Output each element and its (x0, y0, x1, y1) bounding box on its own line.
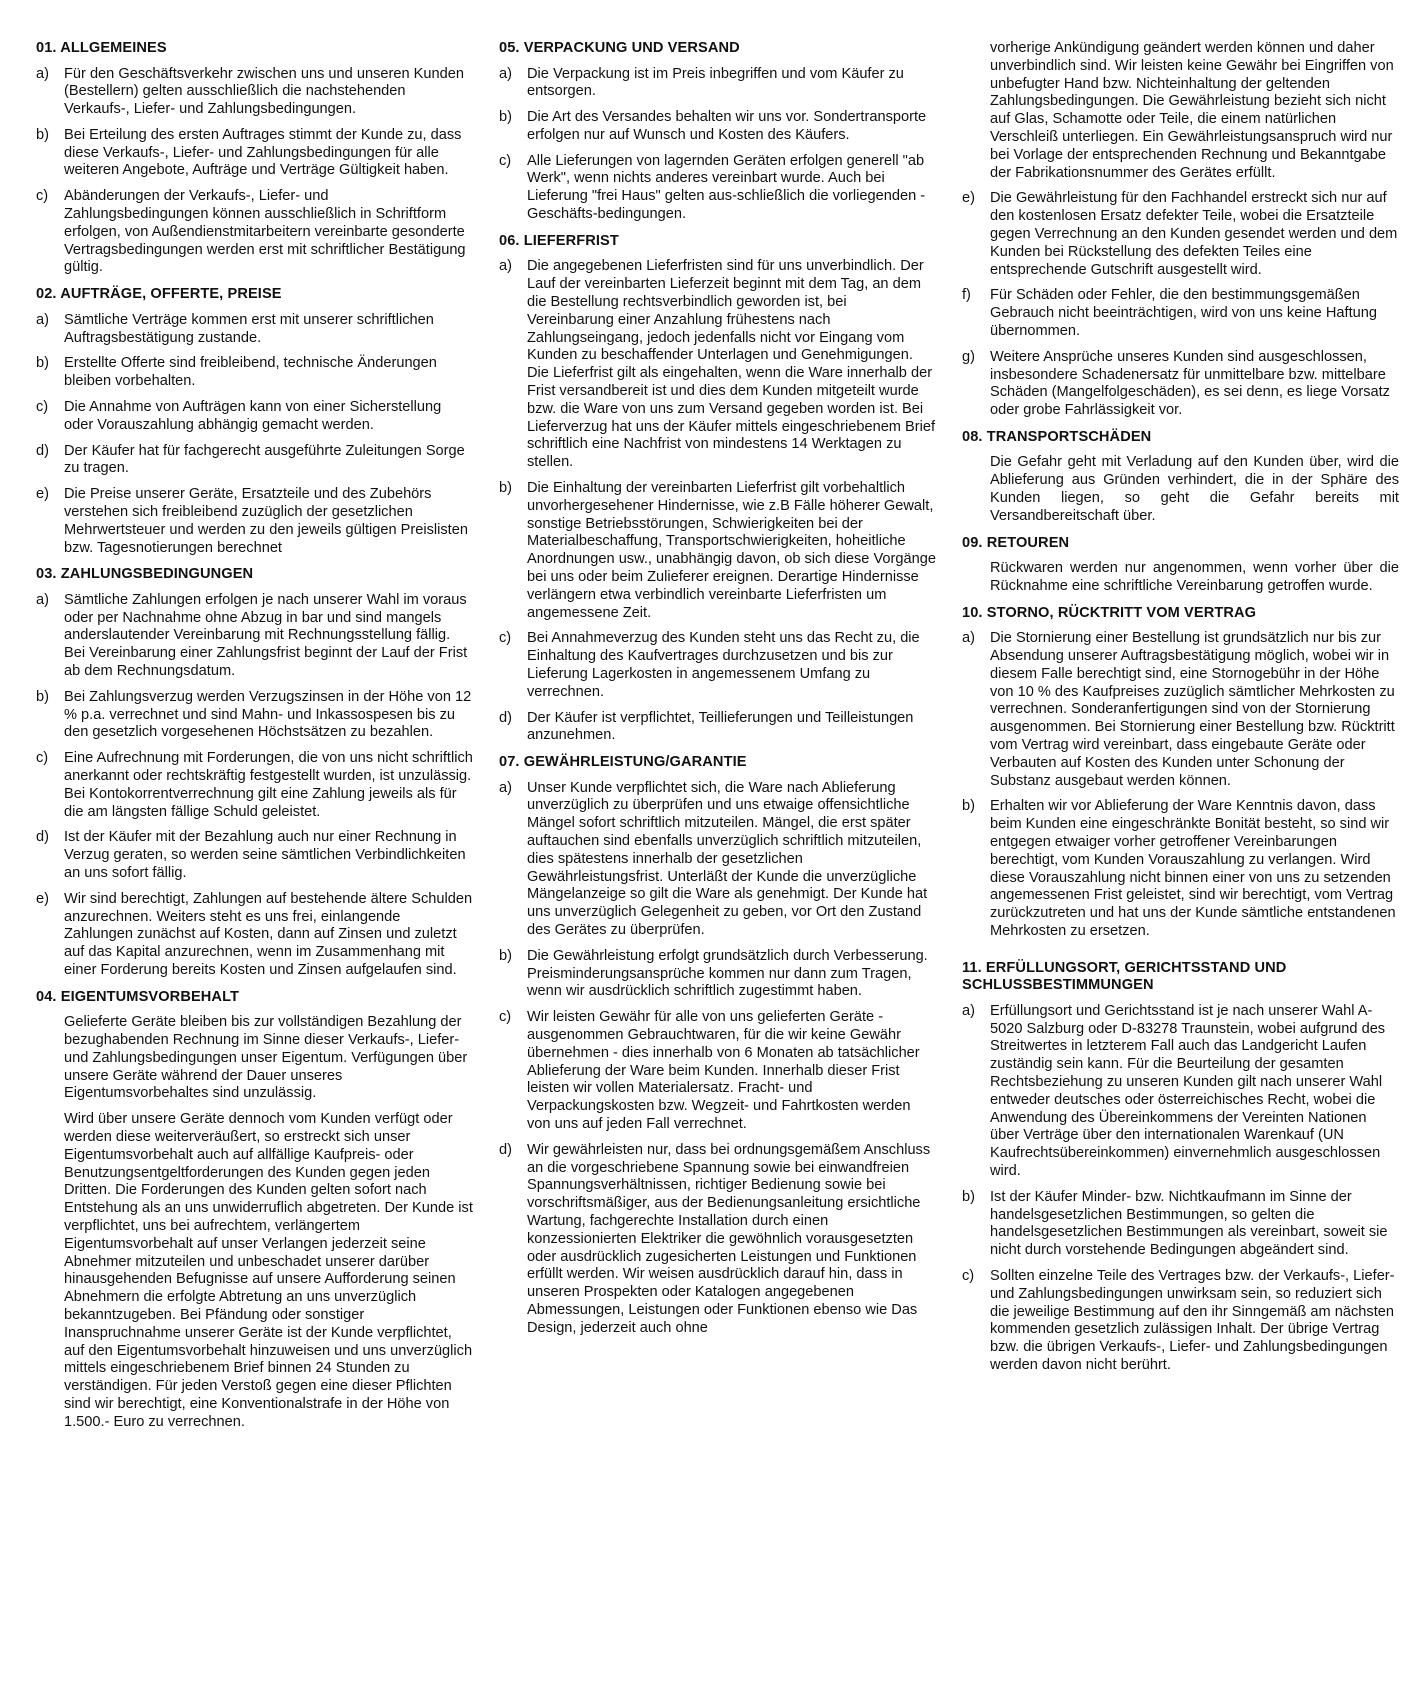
clause-text: Sollten einzelne Teile des Vertrages bzw. der Verkaufs-, Liefer- und Zahlungsbedingungen unwirksam sein, so reduziert sich die jeweilige Bestimmung auf den ihr Sinngemäß am nächsten kommenden gesetzlich zulässigen Inhalt. Der übrige Vertrag bzw. die übrigen Verkaufs-, Liefer- und Zahlungsbedingungen werden davon nicht berührt. (990, 1267, 1395, 1373)
clause-label: b) (499, 109, 512, 126)
clause-text: Die Gewährleistung erfolgt grundsätzlich durch Verbesserung. Preisminderungsansprüche kommen nur dann zum Tragen, wenn wir ausdrücklich schriftlich zugestimmt haben. (527, 947, 928, 1000)
clause-c (36, 188, 473, 277)
clause-b (499, 480, 936, 622)
clause-label: g) (962, 348, 975, 365)
clause-g (962, 349, 1399, 420)
clause-label: c) (36, 398, 49, 415)
clause-text: Für Schäden oder Fehler, die den bestimmungsgemäßen Gebrauch nicht beeinträchtigen, wird von uns keine Haftung übernommen. (990, 287, 1377, 339)
section-07-gewaehrleistung (499, 754, 936, 1337)
clause-text: Der Käufer ist verpflichtet, Teillieferungen und Teilleistungen anzunehmen. (527, 709, 914, 744)
clause-e (36, 891, 473, 980)
clause-text: Bei Erteilung des ersten Auftrages stimmt der Kunde zu, dass diese Verkaufs-, Liefer- und Zahlungsbedingungen für alle weiteren Angebote, Aufträge und Verträge Gültigkeit haben. (64, 126, 462, 179)
section-02-auftraege (36, 286, 473, 557)
clause-label: e) (36, 890, 49, 907)
clause-c (36, 399, 473, 435)
section-heading: 06. LIEFERFRIST (499, 232, 619, 249)
clause-text: Sämtliche Verträge kommen erst mit unserer schriftlichen Auftragsbestätigung zustande. (64, 311, 434, 346)
clause-label: b) (36, 355, 49, 372)
section-heading: 03. ZAHLUNGSBEDINGUNGEN (36, 566, 254, 583)
clause-text: Erstellte Offerte sind freibleibend, technische Änderungen bleiben vorbehalten. (64, 355, 437, 390)
clause-label: c) (962, 1267, 975, 1284)
clause-b (36, 127, 473, 180)
clause-text: Alle Lieferungen von lagernden Geräten erfolgen generell "ab Werk", wenn nichts anderes vereinbart wurde. Auch bei Lieferung "frei Haus" gelten aus-schließlich die vorliegenden -Geschäfts-bedingungen. (527, 152, 926, 223)
clause-text: Wir gewährleisten nur, dass bei ordnungsgemäßem Anschluss an die vorgeschriebene Spannung sowie bei einwandfreien Spannungsverhältnissen, richtiger Bedienung sowie bei vorschriftsmäßiger, aus der Bedienungsanleitung ersichtliche Wartung, fachgerechte Installation durch einen konzessionierten Elektriker die gewöhnlich vorausgesetzten oder ausdrücklich zugesicherten Leistungen und Funktionen erfüllt werden. Wir weisen ausdrücklich darauf hin, dass in unseren Prospekten oder Katalogen angegebenen Abmessungen, Leistungen oder Funktionen ebenso wie Das Design, jederzeit auch ohne (527, 1141, 931, 1336)
clause-text: Der Käufer hat für fachgerecht ausgeführte Zuleitungen Sorge zu tragen. (64, 442, 465, 477)
column-3 (962, 40, 1399, 1696)
clause-label: b) (962, 798, 975, 815)
clause-label: b) (499, 479, 512, 496)
clause-label: a) (36, 311, 49, 328)
section-06-lieferfrist (499, 233, 936, 745)
paragraph: Gelieferte Geräte bleiben bis zur vollständigen Bezahlung der bezughabenden Rechnung im Sinne dieser Verkaufs-, Liefer- und Zahlungsbedingungen unser Eigentum. Verfügungen über unsere Geräte während der Dauer unseres Eigentumsvorbehaltes sind unzulässig. (64, 1014, 468, 1102)
clause-c (499, 630, 936, 701)
clause-text: Für den Geschäftsverkehr zwischen uns und unseren Kunden (Bestellern) gelten ausschließlich die nachstehenden Verkaufs-, Liefer- und Zahlungsbedingungen. (64, 65, 464, 118)
clause-text: Die Einhaltung der vereinbarten Lieferfrist gilt vorbehaltlich unvorhergesehener Hindernisse, wie z.B Fälle höherer Gewalt, sonstige Betriebsstörungen, Schwierigkeiten bei der Materialbeschaffung, Transportschwierigkeiten, hoheitliche Anordnungen usw., unabhängig davon, ob sich diese Vorgänge bei uns oder beim Zulieferer ereignen. Derartige Hindernisse verlängern etwa verbindlich vereinbarte Lieferfristen um angemessene Zeit. (527, 479, 936, 621)
clause-text: Ist der Käufer mit der Bezahlung auch nur einer Rechnung in Verzug geraten, so werden seine sämtlichen Verbindlichkeiten an uns sofort fällig. (64, 829, 466, 881)
clause-a (36, 312, 473, 348)
clause-label: d) (36, 829, 49, 846)
clause-text: Die Art des Versandes behalten wir uns vor. Sondertransporte erfolgen nur auf Wunsch und Kosten des Käufers. (527, 109, 927, 143)
section-heading: 07. GEWÄHRLEISTUNG/GARANTIE (499, 754, 747, 771)
clause-text: Eine Aufrechnung mit Forderungen, die von uns nicht schriftlich anerkannt oder rechtskräftig festgestellt wurden, ist unzulässig. Bei Kontokorrentverrechnung gilt eine Zahlung jeweils als für die am längsten fällige Schuld geleistet. (64, 750, 473, 820)
clause-label: c) (499, 152, 512, 169)
clause-label: b) (962, 1188, 975, 1205)
section-07-continued (962, 40, 1399, 420)
clause-label: d) (499, 1141, 512, 1158)
clause-label: a) (962, 1002, 975, 1019)
clause-text: Die Preise unserer Geräte, Ersatzteile und des Zubehörs verstehen sich freibleibend zuzüglich der gesetzlichen Mehrwertsteuer und werden zu den jeweils gültigen Preislisten bzw. Tagesnotierungen berechnet (64, 486, 468, 556)
clause-b (499, 109, 936, 145)
clause-label: a) (962, 630, 975, 647)
section-heading: 08. TRANSPORTSCHÄDEN (962, 428, 1152, 445)
clause-a (499, 258, 936, 472)
clause-text: Die angegebenen Lieferfristen sind für uns unverbindlich. Der Lauf der vereinbarten Lieferzeit beginnt mit dem Tag, an dem die Bestellung rechtsverbindlich geworden ist, bei Vereinbarung einer Anzahlung frühestens nach Zahlungseingang, jedoch jedenfalls nicht vor Eingang vom Kunden zu beschaffender Unterlagen und Genehmigungen. Die Lieferfrist gilt als eingehalten, wenn die Ware innerhalb der Frist versandbereit ist und dies dem Kunden mitgeteilt wurde bzw. die Ware von uns zum Versand gegeben worden ist. Bei Lieferverzug hat uns der Käufer mittels eingeschriebenem Brief schriftlich eine Nachfrist von mindestens 14 Werktagen zu stellen. (527, 258, 936, 471)
clause-label: c) (36, 188, 49, 205)
clause-label: a) (499, 65, 512, 82)
clause-text: Unser Kunde verpflichtet sich, die Ware nach Ablieferung unverzüglich zu überprüfen und uns etwaige offensichtliche Mängel sofort schriftlich mitzuteilen. Mängel, die erst später auftauchen sind ebenfalls unverzüglich schriftlich mitzuteilen, dies spätestens innerhalb der gesetzlichen Gewährleistungsfrist. Unterläßt der Kunde die unverzügliche Mängelanzeige so gilt die Ware als genehmigt. Der Kunde hat uns unverzüglich Gelegenheit zu geben, vor Ort den Zustand des Gerätes zu überprüfen. (527, 779, 928, 938)
spacer (962, 950, 1399, 960)
clause-c (36, 750, 473, 821)
clause-text: Wir sind berechtigt, Zahlungen auf bestehende ältere Schulden anzurechnen. Weiters steht es uns frei, einlangende Zahlungen zunächst auf Kosten, dann auf Zinsen und zuletzt auf das Kapital anzurechnen, wenn im Zusammenhang mit einer Forderung bereits Kosten und Zinsen aufgelaufen sind. (64, 890, 473, 978)
clause-label: c) (499, 1009, 512, 1026)
clause-a (499, 780, 936, 940)
clause-c (499, 1009, 936, 1134)
clause-text: Erhalten wir vor Ablieferung der Ware Kenntnis davon, dass beim Kunden eine eingeschränkte Bonität besteht, so sind wir entgegen etwaiger vorher getroffener Vereinbarungen berechtigt, vom Kunden Vorauszahlung zu verlangen. Wird diese Vorauszahlung nicht binnen einer von uns zu setzenden angemessenen Frist geleistet, sind wir berechtigt, vom Vertrag zurückzutreten und hat uns der Kunde sämtliche entstandenen Mehrkosten zu ersetzen. (990, 798, 1396, 939)
clause-text: Abänderungen der Verkaufs-, Liefer- und Zahlungsbedingungen können ausschließlich in Schriftform erfolgen, von Außendienstmitarbeitern vereinbarte gesonderte Vertragsbedingungen werden erst mit schriftlicher Bestätigung gültig. (64, 188, 466, 276)
section-11-erfuellungsort (962, 960, 1399, 1375)
clause-label: e) (36, 486, 49, 503)
paragraph: Rückwaren werden nur angenommen, wenn vorher über die Rücknahme eine schriftliche Vereinbarung getroffen wurde. (990, 560, 1399, 594)
clause-a (36, 592, 473, 681)
clause-text: Ist der Käufer Minder- bzw. Nichtkaufmann im Sinne der handelsgesetzlichen Bestimmungen, so gelten die handelsgesetzlichen Bestimmungen als vereinbart, soweit sie nicht durch vorstehende Bedingungen abgeändert sind. (990, 1188, 1388, 1259)
clause-a (962, 1003, 1399, 1181)
section-10-storno (962, 605, 1399, 941)
clause-label: a) (499, 258, 512, 275)
clause-label: e) (962, 190, 975, 207)
section-heading: 09. RETOUREN (962, 534, 1070, 551)
section-heading: 10. STORNO, RÜCKTRITT VOM VERTRAG (962, 604, 1257, 621)
clause-text: Die Verpackung ist im Preis inbegriffen und vom Käufer zu entsorgen. (527, 65, 904, 100)
column-1 (36, 40, 473, 1696)
clause-b (499, 948, 936, 1001)
clause-f (962, 287, 1399, 340)
clause-text: Die Stornierung einer Bestellung ist grundsätzlich nur bis zur Absendung unserer Auftragsbestätigung möglich, wobei wir in diesem Falle berechtigt sind, eine Stornogebühr in der Höhe von 10 % des Kaufpreises zuzüglich sämtlicher Mehrkosten zu verrechnen. Sonderanfertigungen sind von der Stornierung ausgenommen. Bei Stornierung einer Bestellung bzw. Rücktritt vom Vertrag wird vereinbart, dass eingebaute Geräte oder Verbauten auf Kosten des Kunden unter Schonung der Substanz ausgebaut werden können. (990, 630, 1395, 789)
clause-text: Erfüllungsort und Gerichtsstand ist je nach unserer Wahl A-5020 Salzburg oder D-83278 Traunstein, wobei aufgrund des Streitwertes in letzterem Fall auch das Landgericht Laufen zuständig sein kann. Für die Beurteilung der gesamten Rechtsbeziehung zu unseren Kunden gilt nach unserer Wahl entweder deutsches oder österreichisches Recht, wobei die Anwendung des Übereinkommens der Vereinten Nationen über Verträge über den internationalen Warenkauf (UN Kaufrechtsübereinkommen) einvernehmlich ausgeschlossen wird. (990, 1002, 1386, 1179)
section-heading: 11. ERFÜLLUNGSORT, GERICHTSSTAND UND SCHLUSSBESTIMMUNGEN (962, 959, 1287, 994)
clause-b (962, 798, 1399, 940)
section-heading: 02. AUFTRÄGE, OFFERTE, PREISE (36, 286, 282, 303)
column-2 (499, 40, 936, 1696)
section-04-eigentumsvorbehalt (36, 989, 473, 1432)
clause-text: Sämtliche Zahlungen erfolgen je nach unserer Wahl im voraus oder per Nachnahme ohne Abzug in bar und sind mangels anderslautender Vereinbarung mit Rechnungsstellung fällig. Bei Vereinbarung einer Zahlungsfrist beginnt der Lauf der Frist ab dem Rechnungsdatum. (64, 591, 468, 680)
clause-label: b) (499, 947, 512, 964)
clause-b (962, 1189, 1399, 1260)
clause-label: a) (36, 591, 49, 608)
clause-a (962, 630, 1399, 790)
clause-text: Bei Annahmeverzug des Kunden steht uns das Recht zu, die Einhaltung des Kaufvertrages durchzusetzen und bis zur Lieferung Lagerkosten in angemessenem Umfang zu verrechnen. (527, 630, 920, 700)
clause-d (499, 710, 936, 746)
section-08-transportschaeden (962, 429, 1399, 526)
clause-e (962, 190, 1399, 279)
clause-a (36, 66, 473, 119)
section-09-retouren (962, 535, 1399, 596)
paragraph: Wird über unsere Geräte dennoch vom Kunden verfügt oder werden diese weiterveräußert, so erstreckt sich unser Eigentumsvorbehalt auch auf allfällige Kaufpreis- oder Benutzungsentgeltforderungen des Kunden gegen jeden Dritten. Die Forderungen des Kunden gelten sofort nach Entstehung als an uns unwiderruflich abgetreten. Der Kunde ist verpflichtet, uns bei aufrechtem, verlängertem Eigentumsvorbehalt auf unser Verlangen jederzeit seine Abnehmer mitzuteilen und unbeschadet unserer darüber hinausgehenden Befugnisse auf unsere Aufforderung seinen Abnehmern die erfolgte Abtretung an uns unverzüglich bekanntzugeben. Bei Pfändung oder sonstiger Inanspruchnahme unserer Geräte ist der Kunde verpflichtet, auf den Eigentumsvorbehalt hinzuweisen und uns unverzüglich mittels eingeschriebenem Brief binnen 24 Stunden zu verständigen. Für jeden Verstoß gegen eine dieser Pflichten sind wir berechtigt, eine Konventionalstrafe in der Höhe von 1.500.- Euro zu verrechnen. (64, 1111, 473, 1430)
clause-b (36, 689, 473, 742)
clause-label: a) (36, 65, 49, 82)
paragraph: Die Gefahr geht mit Verladung auf den Kunden über, wird die Ablieferung aus Gründen verhindert, die in der Sphäre des Kunden liegen, so geht die Gefahr bereits mit Versandbereitschaft über. (990, 454, 1399, 524)
clause-text: Die Annahme von Aufträgen kann von einer Sicherstellung oder Vorauszahlung abhängig gemacht werden. (64, 398, 442, 433)
clause-text: Bei Zahlungsverzug werden Verzugszinsen in der Höhe von 12 % p.a. verrechnet und sind Mahn- und Inkassospesen bis zu den gesetzlich vorgesehenen Höchstsätzen zu bezahlen. (64, 688, 472, 741)
clause-label: a) (499, 779, 512, 796)
paragraph-continued: vorherige Ankündigung geändert werden können und daher unverbindlich sind. Wir leisten keine Gewähr bei Eingriffen von unbefugter Hand bzw. Nichteinhaltung der geltenden Zahlungsbedingungen. Die Gewährleistung bezieht sich nicht auf Glas, Schamotte oder Teile, die einem natürlichen Verschleiß unterliegen. Ein Gewährleistungsanspruch wird nur bei Vorlage der entsprechenden Rechnung und Bekanntgabe der Fabrikationsnummer des Gerätes erfüllt. (990, 40, 1394, 181)
clause-c (499, 153, 936, 224)
clause-a (499, 66, 936, 102)
clause-d (36, 443, 473, 479)
section-heading: 01. ALLGEMEINES (36, 40, 167, 56)
clause-label: c) (499, 630, 512, 647)
clause-text: Die Gewährleistung für den Fachhandel erstreckt sich nur auf den kostenlosen Ersatz defekter Teile, wobei die Ersatzteile gegen Verrechnung an den Kunden gesendet werden und dem Kunden bei Rückstellung des defekten Teiles eine entsprechende Gutschrift ausgestellt wird. (990, 190, 1398, 278)
clause-e (36, 486, 473, 557)
clause-c (962, 1268, 1399, 1375)
section-03-zahlungsbedingungen (36, 566, 473, 979)
section-heading: 04. EIGENTUMSVORBEHALT (36, 988, 240, 1005)
clause-label: d) (499, 709, 512, 726)
clause-label: b) (36, 688, 49, 705)
section-heading: 05. VERPACKUNG UND VERSAND (499, 40, 740, 56)
clause-text: Weitere Ansprüche unseres Kunden sind ausgeschlossen, insbesondere Schadenersatz für unmittelbare bzw. mittelbare Schäden (Mangelfolgeschäden), es sei denn, es liege Vorsatz oder grobe Fahrlässigkeit vor. (990, 348, 1390, 419)
clause-label: d) (36, 442, 49, 459)
section-01-allgemeines (36, 40, 473, 277)
clause-label: c) (36, 750, 49, 767)
clause-d (36, 829, 473, 882)
clause-label: f) (962, 287, 971, 304)
clause-b (36, 355, 473, 391)
clause-d (499, 1142, 936, 1338)
section-05-verpackung (499, 40, 936, 224)
clause-label: b) (36, 126, 49, 143)
clause-text: Wir leisten Gewähr für alle von uns gelieferten Geräte - ausgenommen Gebrauchtwaren, für die wir keine Gewähr übernehmen - dies innerhalb von 6 Monaten ab tatsächlicher Ablieferung der Ware beim Kunden. Innerhalb dieser Frist leisten wir vollen Materialersatz. Fracht- und Verpackungskosten bzw. Wegzeit- und Fahrtkosten werden von uns auf jeden Fall verrechnet. (527, 1009, 920, 1132)
